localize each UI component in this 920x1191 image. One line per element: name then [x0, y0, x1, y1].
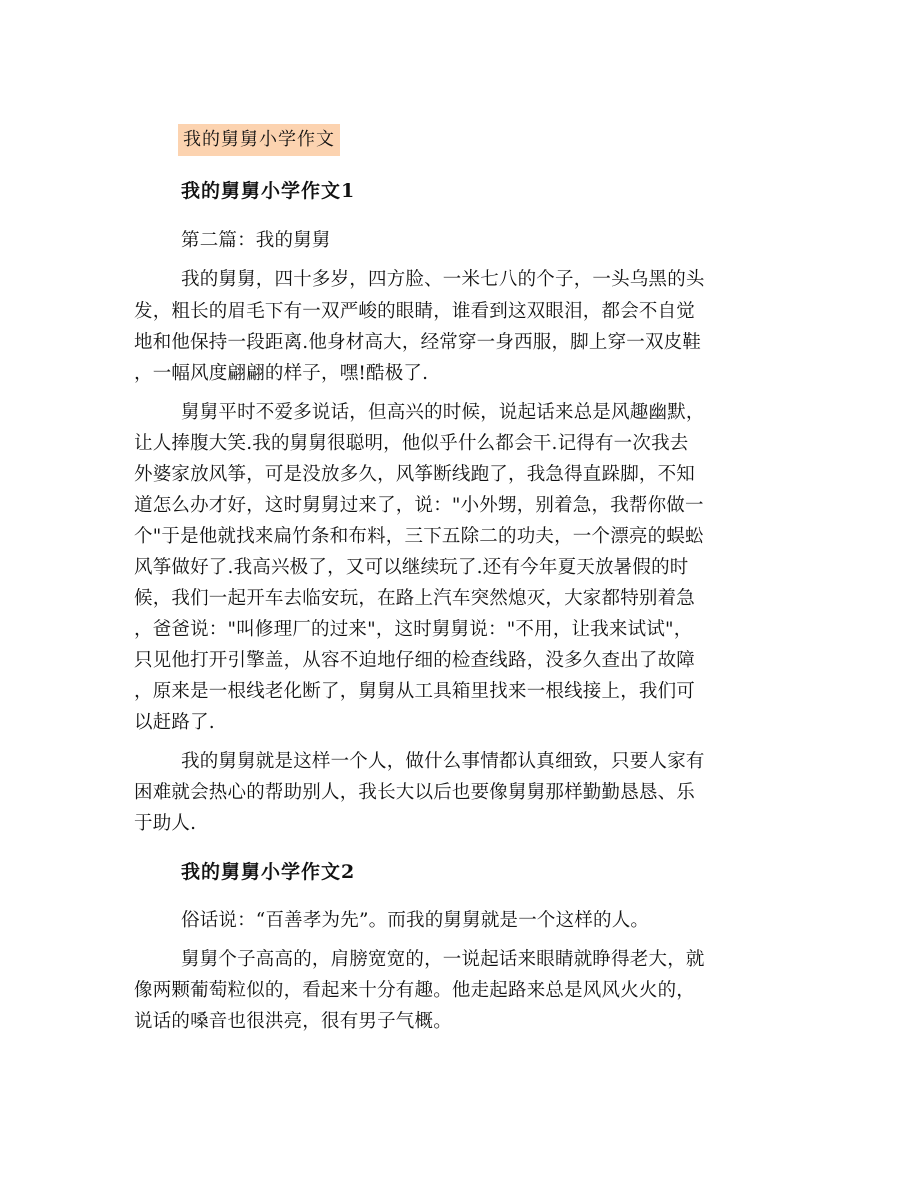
- text-line: 让人捧腹大笑.我的舅舅很聪明，他似乎什么都会干.记得有一次我去: [134, 433, 689, 454]
- text-line: 道怎么办才好，这时舅舅过来了，说："小外甥，别着急，我帮你做一: [134, 495, 704, 516]
- text-line: 我的舅舅就是这样一个人，做什么事情都认真细致，只要人家有: [181, 751, 705, 772]
- text-line: 地和他保持一段距离.他身材高大，经常穿一身西服，脚上穿一双皮鞋: [134, 332, 702, 353]
- text-line: 俗话说：“百善孝为先”。而我的舅舅就是一个这样的人。: [181, 910, 650, 931]
- text-line: 我的舅舅，四十多岁，四方脸、一米七八的个子，一头乌黑的头: [181, 269, 705, 290]
- section-2-heading: 我的舅舅小学作文2: [181, 861, 356, 883]
- text-line: ，爸爸说："叫修理厂的过来"，这时舅舅说："不用，让我来试试"，: [134, 619, 693, 640]
- text-line: 说话的嗓音也很洪亮，很有男子气概。: [134, 1011, 452, 1032]
- text-line: 个"于是他就找来扁竹条和布料，三下五除二的功夫，一个漂亮的蜈蚣: [134, 526, 704, 547]
- text-line: 以赶路了.: [134, 712, 215, 733]
- text-line: 候，我们一起开车去临安玩，在路上汽车突然熄灭，大家都特别着急: [134, 588, 696, 609]
- text-line: 只见他打开引擎盖，从容不迫地仔细的检查线路，没多久查出了故障: [134, 650, 696, 671]
- text-line: 发，粗长的眉毛下有一双严峻的眼睛，谁看到这双眼泪，都会不自觉: [134, 301, 696, 322]
- text-line: ，原来是一根线老化断了，舅舅从工具箱里找来一根线接上，我们可: [134, 681, 696, 702]
- text-line: 于助人.: [134, 813, 197, 834]
- text-line: 舅舅平时不爱多说话，但高兴的时候，说起话来总是风趣幽默，: [181, 402, 705, 423]
- text-line: 像两颗葡萄粒似的，看起来十分有趣。他走起路来总是风风火火的，: [134, 980, 696, 1001]
- section-1-subheading: 第二篇：我的舅舅: [181, 230, 331, 251]
- text-line: 舅舅个子高高的，肩膀宽宽的，一说起话来眼睛就睁得老大，就: [181, 949, 705, 970]
- text-line: 困难就会热心的帮助别人，我长大以后也要像舅舅那样勤勤恳恳、乐: [134, 782, 696, 803]
- text-line: ，一幅风度翩翩的样子，嘿!酷极了.: [134, 363, 429, 384]
- text-line: 外婆家放风筝，可是没放多久，风筝断线跑了，我急得直跺脚，不知: [134, 464, 696, 485]
- document-title: 我的舅舅小学作文: [178, 124, 340, 156]
- text-line: 风筝做好了.我高兴极了，又可以继续玩了.还有今年夏天放暑假的时: [134, 557, 689, 578]
- section-1-heading: 我的舅舅小学作文1: [181, 180, 356, 202]
